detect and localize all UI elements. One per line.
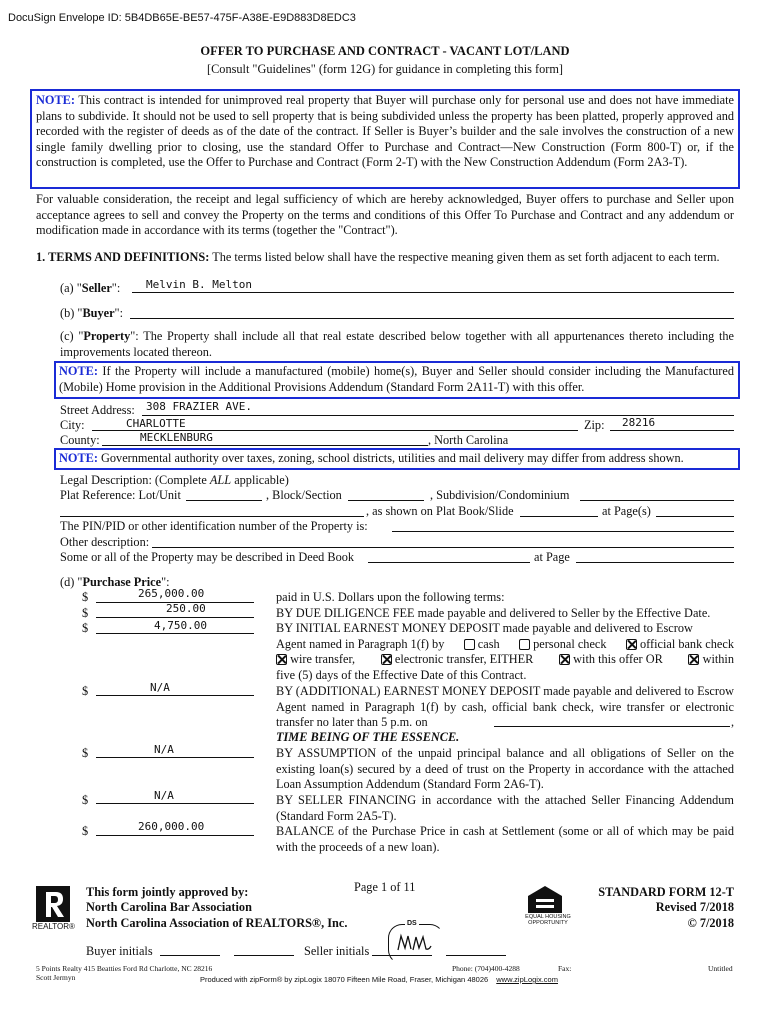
equal-housing-logo [526, 884, 564, 914]
balance-field[interactable] [96, 835, 254, 836]
seller-initials-field-2[interactable] [446, 955, 506, 956]
initial-earnest-money-method [276, 637, 734, 652]
seller-financing-value: N/A [154, 789, 174, 802]
pin-field[interactable] [392, 531, 734, 532]
copyright: © 7/2018 [687, 916, 734, 930]
ds-label: DS [407, 920, 417, 927]
city-label: City: [60, 418, 85, 432]
note-manufactured-text [59, 364, 734, 395]
realtor-mark: REALTOR® [32, 922, 75, 931]
buyer-label-close: ": [114, 306, 123, 320]
within-days-checkbox[interactable] [688, 654, 699, 665]
approved-by: This form jointly approved by: [86, 885, 249, 899]
within-label: within [702, 652, 734, 666]
street-value: 308 FRAZIER AVE. [146, 400, 252, 413]
street-label: Street Address: [60, 403, 135, 417]
standard-form: STANDARD FORM 12-T [598, 885, 734, 899]
buyer-label-open: (b) " [60, 306, 83, 320]
fax: Fax: [558, 964, 572, 973]
county-value: MECKLENBURG [140, 431, 213, 444]
deed-at-page-field[interactable] [576, 562, 734, 563]
note-body: This contract is intended for unimproved real property that Buyer will purchase only for personal use and does not have immediate plans to subdivide. It should not be used to sell property that is being subdivided unless the property has been platted, properly approved and recorded with the register of deeds as of the date of the contract. If Seller is Buyer’s builder and the sale involves the construction of a new single family dwelling prior to closing, use the standard Offer to Purchase and Contract—New Construction (Form 800-T) or, if the construction is completed, use the Offer to Purchase and Contract (Form 2-T) with the New Construction Addendum (Form 2A3-T). [36, 93, 734, 169]
price-label-word: Purchase Price [82, 575, 162, 589]
page-number: Page 1 of 11 [354, 880, 416, 894]
plat-book-label: , as shown on Plat Book/Slide [366, 504, 514, 518]
assumption-field[interactable] [96, 757, 254, 758]
at-pages-field[interactable] [656, 516, 734, 517]
zip-field[interactable] [610, 430, 734, 431]
ziplogix-link[interactable]: www.zipLogix.com [496, 975, 558, 984]
due-diligence-fee-value: 250.00 [166, 602, 206, 615]
cash-checkbox[interactable] [464, 639, 475, 650]
buyer-initials-field-1[interactable] [160, 955, 220, 956]
note3-body: Governmental authority over taxes, zoning, school districts, utilities and mail delivery may differ from address shown. [101, 451, 684, 465]
price-terms-text: paid in U.S. Dollars upon the following terms: [276, 590, 505, 604]
brokerage-info: 5 Points Realty 415 Beatties Ford Rd Charlotte, NC 28216 [36, 964, 213, 973]
additional-em-comma: , [731, 715, 735, 729]
property-label-word: Property [83, 329, 131, 343]
with-offer-label: with this offer OR [573, 652, 663, 666]
note-label: NOTE: [36, 93, 75, 107]
personal-check-label: personal check [533, 637, 607, 651]
equal-housing-icon [526, 884, 564, 914]
seller-initials-field-1[interactable] [372, 955, 432, 956]
buyer-initials-label: Buyer initials [86, 944, 153, 958]
form-title: OFFER TO PURCHASE AND CONTRACT - VACANT LOT/LAND [200, 44, 570, 58]
at-pages-label: at Page(s) [602, 504, 651, 518]
assumption-value: N/A [154, 743, 174, 756]
initial-earnest-money-value: 4,750.00 [154, 619, 207, 632]
city-value: CHARLOTTE [126, 417, 186, 430]
section-1-heading [36, 250, 734, 266]
dollar-sign: $ [82, 590, 89, 604]
untitled: Untitled [708, 964, 733, 973]
personal-check-checkbox[interactable] [519, 639, 530, 650]
buyer-label [60, 306, 123, 321]
additional-earnest-money-field[interactable] [96, 695, 254, 696]
county-label: County: [60, 433, 100, 447]
block-section-label: , Block/Section [266, 488, 342, 502]
nc-bar-association: North Carolina Bar Association [86, 900, 252, 914]
lot-unit-field[interactable] [186, 500, 262, 501]
seller-label-close: ": [111, 281, 121, 295]
method-intro: Agent named in Paragraph 1(f) by [276, 637, 445, 651]
legal-a: Legal Description: (Complete [60, 473, 210, 487]
dollar-sign: $ [82, 793, 89, 807]
balance-text: BALANCE of the Purchase Price in cash at Settlement (some or all of which may be paid with the proceeds of a new loan). [276, 824, 734, 854]
produced-by [200, 975, 558, 984]
additional-earnest-money-value: N/A [150, 681, 170, 694]
property-label-rest: ": The Property shall include all that real estate described below together with all appurtenances thereto including the improvements located thereon. [60, 329, 734, 359]
seller-financing-field[interactable] [96, 803, 254, 804]
legal-description-label [60, 473, 289, 488]
initial-earnest-money-method-2 [276, 652, 734, 667]
assumption-text: BY ASSUMPTION of the unpaid principal balance and all obligations of Seller on the existing loan(s) secured by a deed of trust on the Property in accordance with the attached Loan Assumption Addendum (Standard Form 2A6-T). [276, 746, 734, 791]
wire-transfer-checkbox[interactable] [276, 654, 287, 665]
dollar-sign: $ [82, 621, 89, 635]
phone: Phone: (704)400-4288 [452, 964, 520, 973]
deed-book-label: Some or all of the Property may be described in Deed Book [60, 550, 355, 564]
price-label-close: ": [161, 575, 170, 589]
time-of-essence: TIME BEING OF THE ESSENCE. [276, 730, 460, 744]
property-definition [60, 329, 734, 360]
note-unimproved-text [36, 93, 734, 171]
subdivision-continued-field[interactable] [60, 516, 364, 517]
plat-book-field[interactable] [520, 516, 598, 517]
section-1-title: 1. TERMS AND DEFINITIONS: [36, 250, 210, 264]
subdivision-field[interactable] [580, 500, 734, 501]
additional-em-date-field[interactable] [494, 726, 730, 727]
buyer-label-word: Buyer [82, 306, 115, 320]
property-label-open: (c) " [60, 329, 84, 343]
seller-label-word: Seller [81, 281, 112, 295]
legal-all: ALL [209, 473, 232, 487]
cash-label: cash [477, 637, 500, 651]
initial-earnest-money-deadline: five (5) days of the Effective Date of this Contract. [276, 668, 527, 682]
price-label-open: (d) " [60, 575, 83, 589]
note3-label: NOTE: [59, 451, 98, 465]
note2-body: If the Property will include a manufactured (mobile) home(s), Buyer and Seller should consider including the Manufactured (Mobile) Home provision in the Additional Provisions Addendum (Standard Form 2A11-T) with this offer. [59, 364, 734, 394]
deed-at-page-label: at Page [534, 550, 570, 564]
additional-earnest-money-text [276, 684, 734, 731]
with-offer-checkbox[interactable] [559, 654, 570, 665]
note2-label: NOTE: [59, 364, 98, 378]
initial-earnest-money-field[interactable] [96, 633, 254, 634]
zip-value: 28216 [622, 416, 656, 429]
agent-name: Scott Jermyn [36, 973, 76, 982]
nc-realtors: North Carolina Association of REALTORS®, Inc. [86, 916, 348, 930]
buyer-initials-field-2[interactable] [234, 955, 294, 956]
block-section-field[interactable] [348, 500, 424, 501]
county-state: , North Carolina [428, 433, 509, 447]
dollar-sign: $ [82, 746, 89, 760]
equal-housing-text: EQUAL HOUSING OPPORTUNITY [525, 914, 571, 926]
deed-book-field[interactable] [368, 562, 530, 563]
due-diligence-fee-field[interactable] [96, 617, 254, 618]
other-description-field[interactable] [152, 547, 734, 548]
seller-label [60, 281, 120, 296]
other-description-label: Other description: [60, 535, 150, 549]
note-governmental-text [59, 451, 684, 466]
form-subtitle: [Consult "Guidelines" (form 12G) for guidance in completing this form] [207, 62, 563, 76]
official-bank-check-checkbox[interactable] [626, 639, 637, 650]
due-diligence-fee-text: BY DUE DILIGENCE FEE made payable and delivered to Seller by the Effective Date. [276, 606, 711, 620]
legal-c: applicable) [231, 473, 289, 487]
zip-label: Zip: [584, 418, 605, 432]
envelope-id: DocuSign Envelope ID: 5B4DB65E-BE57-475F-A38E-E9D883D8EDC3 [8, 12, 356, 24]
seller-financing-text: BY SELLER FINANCING in accordance with the attached Seller Financing Addendum (Standard Form 2A5-T). [276, 793, 734, 823]
produced-text: Produced with zipForm® by zipLogix 18070 Fifteen Mile Road, Fraser, Michigan 48026 [200, 975, 489, 984]
plat-reference-label: Plat Reference: Lot/Unit [60, 488, 181, 502]
intro-paragraph: For valuable consideration, the receipt and legal sufficiency of which are hereby acknowledged, Buyer offers to purchase and Seller upon acceptance agrees to sell and convey the Property on the terms and conditions of this Offer To Purchase and Contract and any addendum or modification made in accordance with its terms (together the "Contract"). [36, 192, 734, 237]
section-1-intro: The terms listed below shall have the respective meaning given them as set forth adjacent to each term. [212, 250, 720, 264]
dollar-sign: $ [82, 824, 89, 838]
seller-field[interactable] [132, 292, 734, 293]
dollar-sign: $ [82, 684, 89, 698]
revised-date: Revised 7/2018 [655, 900, 734, 914]
buyer-field[interactable] [130, 318, 734, 319]
seller-value: Melvin B. Melton [146, 278, 252, 291]
dollar-sign: $ [82, 606, 89, 620]
official-bank-check-label: official bank check [639, 637, 734, 651]
county-field[interactable] [102, 445, 428, 446]
additional-em-body: BY (ADDITIONAL) EARNEST MONEY DEPOSIT made payable and delivered to Escrow Agent named in Paragraph 1(f) by cash, official bank check, wire transfer or electronic transfer no later than 5 p.m. on [276, 684, 734, 729]
subdivision-label: , Subdivision/Condominium [430, 488, 570, 502]
initial-earnest-money-text: BY INITIAL EARNEST MONEY DEPOSIT made payable and delivered to Escrow [276, 621, 693, 635]
pin-label: The PIN/PID or other identification number of the Property is: [60, 519, 368, 533]
electronic-transfer-label: electronic transfer, EITHER [394, 652, 534, 666]
balance-value: 260,000.00 [138, 820, 205, 833]
seller-label-open: (a) " [60, 281, 82, 295]
wire-transfer-label: wire transfer, [290, 652, 356, 666]
electronic-transfer-checkbox[interactable] [381, 654, 392, 665]
signature-mark [396, 932, 432, 954]
seller-initials-label: Seller initials [304, 944, 370, 958]
purchase-price-value: 265,000.00 [138, 587, 205, 600]
